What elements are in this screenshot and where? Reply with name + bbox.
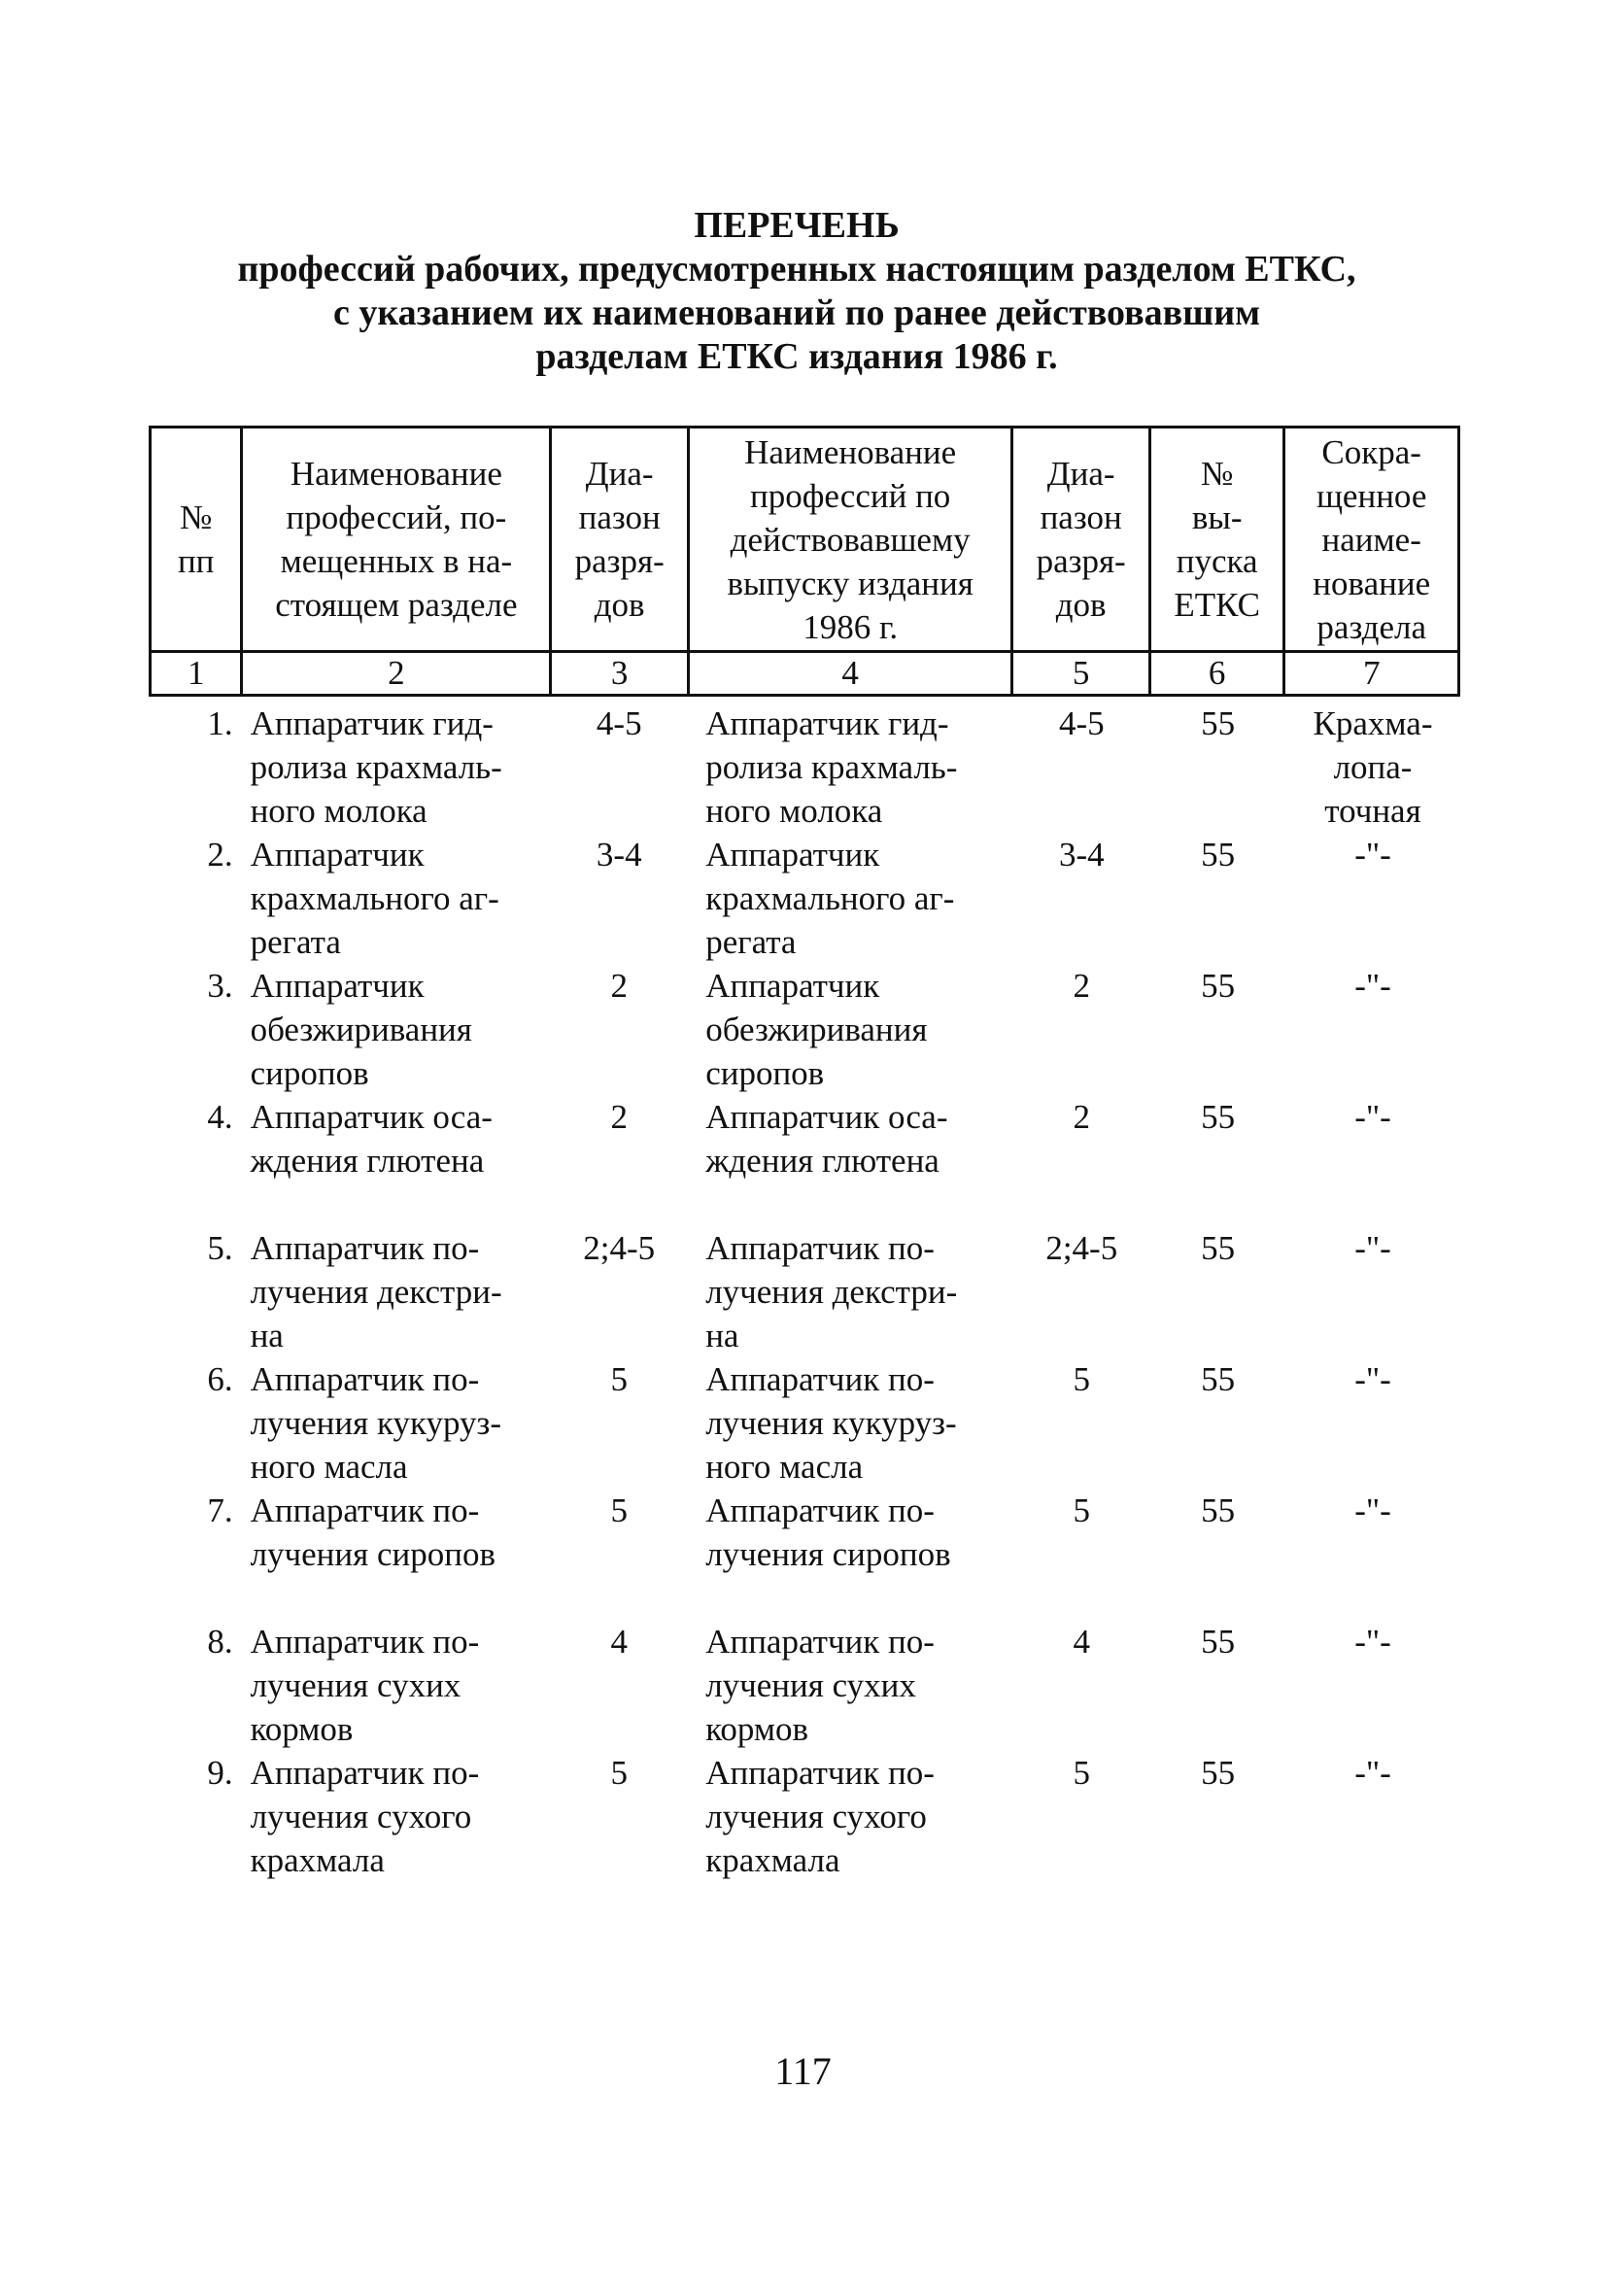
text-line: Аппаратчик оса- [250,1098,493,1136]
title-line-3: с указанием их наименований по ранее действовавшим [333,292,1260,333]
profession-name [241,702,551,833]
header-line: дов [1055,586,1107,624]
row-number: 5. [207,1229,233,1267]
profession-name [241,833,551,964]
header-line: Сокра- [1321,432,1421,471]
header-line: № [1200,455,1234,493]
row-number: 8. [207,1623,233,1661]
text-line: ролиза крахмаль- [250,748,502,786]
column-number: 7 [1284,652,1459,696]
row-number: 1. [207,704,233,742]
header-line: пп [177,542,215,580]
etks-issue-number: 55 [1201,704,1236,742]
header-col-2 [242,428,551,652]
header-line: мещенных в на- [280,542,513,580]
header-line: 1986 г. [803,607,899,646]
section-name: -"- [1354,1623,1391,1661]
text-line: лучения сухого [250,1798,472,1835]
header-line: пуска [1176,542,1258,580]
text-line: кормов [250,1710,354,1748]
document-title [155,204,1438,379]
table-row [149,1095,1460,1182]
old-grade-range: 3-4 [1058,836,1105,874]
old-profession-name [688,1620,1012,1751]
profession-name [241,1095,551,1182]
header-col-3 [551,428,689,652]
text-line: кормов [705,1710,809,1748]
text-line: Крахма- [1313,704,1433,742]
text-line: Аппаратчик по- [250,1360,480,1398]
text-line: Аппаратчик по- [250,1491,480,1529]
profession-name [241,964,551,1095]
table-row [149,1751,1460,1882]
column-number: 3 [551,652,689,696]
etks-issue-number: 55 [1201,836,1236,874]
profession-table [149,702,1460,1882]
text-line: обезжиривания [705,1011,928,1048]
table-row [149,833,1460,964]
title-line-2: профессий рабочих, предусмотренных настоящим разделом ЕТКС, [237,249,1356,290]
text-line: крахмала [250,1841,385,1879]
text-line: Аппаратчик гид- [250,704,494,742]
row-spacer [149,1576,1460,1620]
grade-range: 5 [610,1360,628,1398]
grade-range: 2;4-5 [583,1229,656,1267]
title-line-1: ПЕРЕЧЕНЬ [694,205,900,246]
text-line: ного молока [705,792,883,830]
text-line: лучения сиропов [250,1535,496,1573]
grade-range: 5 [610,1754,628,1792]
profession-name [241,1357,551,1489]
etks-issue-number: 55 [1201,1360,1236,1398]
etks-issue-number: 55 [1201,1098,1236,1136]
row-number: 7. [207,1491,233,1529]
section-name: -"- [1354,1098,1391,1136]
text-line: сиропов [250,1054,369,1092]
old-grade-range: 5 [1073,1360,1091,1398]
text-line: ролиза крахмаль- [705,748,958,786]
text-line: лучения декстри- [705,1273,958,1311]
header-col-7 [1284,428,1459,652]
section-name: -"- [1354,836,1391,874]
header-row [151,428,1459,652]
profession-name [241,1489,551,1576]
section-name: -"- [1354,1229,1391,1267]
old-profession-name [688,1489,1012,1576]
header-line: вы- [1191,498,1243,536]
text-line: Аппаратчик [250,836,425,874]
text-line: Аппаратчик [705,836,880,874]
row-number: 2. [207,836,233,874]
table-header [149,426,1460,697]
header-line: Наименование [744,432,957,471]
grade-range: 4 [610,1623,628,1661]
row-number: 3. [207,967,233,1005]
text-line: сиропов [705,1054,825,1092]
header-line: Наименование [290,455,502,493]
old-profession-name [688,833,1012,964]
header-line: раздела [1316,607,1426,646]
old-profession-name [688,1357,1012,1489]
etks-issue-number: 55 [1201,1754,1236,1792]
text-line: лучения сухих [705,1666,916,1704]
text-line: лучения сиропов [705,1535,951,1573]
old-grade-range: 5 [1073,1754,1091,1792]
table-row [149,1226,1460,1357]
text-line: лучения декстри- [250,1273,502,1311]
section-name: -"- [1354,1491,1391,1529]
header-line: щенное [1316,476,1427,515]
text-line: обезжиривания [250,1011,472,1048]
text-line: ного масла [705,1448,864,1486]
header-line: № [179,498,213,536]
text-line: лучения кукуруз- [705,1404,957,1442]
header-line: пазон [1040,498,1122,536]
header-line: наиме- [1321,520,1421,559]
header-line: выпуску издания [727,564,974,602]
column-number: 4 [688,652,1011,696]
text-line: Аппаратчик по- [705,1229,935,1267]
text-line: лучения сухих [250,1666,461,1704]
column-number: 6 [1149,652,1283,696]
text-line: Аппаратчик [705,967,880,1005]
header-line: Диа- [585,455,654,493]
text-line: Аппаратчик [250,967,425,1005]
profession-name [241,1751,551,1882]
section-name [1285,702,1460,833]
text-line: Аппаратчик по- [705,1623,935,1661]
old-grade-range: 2;4-5 [1045,1229,1118,1267]
page-number: 117 [774,2049,832,2093]
etks-issue-number: 55 [1201,967,1236,1005]
table-row [149,702,1460,833]
column-number-row [151,652,1459,696]
section-name: -"- [1354,967,1391,1005]
old-grade-range: 2 [1073,1098,1091,1136]
grade-range: 3-4 [596,836,642,874]
grade-range: 4-5 [596,704,642,742]
row-number: 4. [207,1098,233,1136]
header-line: разря- [574,542,665,580]
old-profession-name [688,1095,1012,1182]
old-profession-name [688,1751,1012,1882]
header-line: нование [1313,564,1431,602]
old-profession-name [688,964,1012,1095]
header-line: ЕТКС [1174,586,1260,624]
old-grade-range: 4-5 [1058,704,1105,742]
text-line: на [250,1317,284,1354]
etks-issue-number: 55 [1201,1623,1236,1661]
text-line: ного масла [250,1448,408,1486]
text-line: Аппаратчик по- [250,1754,480,1792]
header-line: Диа- [1046,455,1115,493]
text-line: крахмального аг- [250,879,499,917]
header-line: профессий, по- [286,498,507,536]
table-row [149,1620,1460,1751]
text-line: ждения глютена [250,1142,485,1180]
row-number: 6. [207,1360,233,1398]
section-name: -"- [1354,1360,1391,1398]
column-number: 2 [242,652,551,696]
text-line: на [705,1317,739,1354]
grade-range: 5 [610,1491,628,1529]
header-col-5 [1012,428,1150,652]
text-line: Аппаратчик по- [705,1754,935,1792]
header-line: разря- [1036,542,1126,580]
column-number: 5 [1012,652,1150,696]
header-col-6 [1149,428,1283,652]
row-spacer [149,1182,1460,1226]
text-line: лучения кукуруз- [250,1404,502,1442]
profession-name [241,1226,551,1357]
old-grade-range: 2 [1073,967,1091,1005]
text-line: регата [250,923,341,961]
text-line: крахмального аг- [705,879,955,917]
text-line: крахмала [705,1841,840,1879]
text-line: ждения глютена [705,1142,940,1180]
text-line: Аппаратчик по- [705,1491,935,1529]
old-grade-range: 4 [1073,1623,1091,1661]
header-line: действовавшему [730,520,971,559]
text-line: Аппаратчик по- [250,1229,480,1267]
old-grade-range: 5 [1073,1491,1091,1529]
header-line: стоящем разделе [275,586,518,624]
section-name: -"- [1354,1754,1391,1792]
table-row [149,1489,1460,1576]
header-col-1 [151,428,242,652]
etks-issue-number: 55 [1201,1229,1236,1267]
text-line: точная [1324,792,1421,830]
etks-issue-number: 55 [1201,1491,1236,1529]
text-line: лопа- [1333,748,1413,786]
text-line: лучения сухого [705,1798,927,1835]
header-line: пазон [578,498,661,536]
header-line: дов [594,586,645,624]
table-row [149,1357,1460,1489]
old-profession-name [688,1226,1012,1357]
text-line: Аппаратчик по- [250,1623,480,1661]
text-line: регата [705,923,797,961]
text-line: Аппаратчик гид- [705,704,949,742]
grade-range: 2 [610,1098,628,1136]
column-number: 1 [151,652,242,696]
text-line: ного молока [250,792,427,830]
header-col-4 [688,428,1011,652]
row-number: 9. [207,1754,233,1792]
text-line: Аппаратчик оса- [705,1098,948,1136]
text-line: Аппаратчик по- [705,1360,935,1398]
header-line: профессий по [749,476,951,515]
table-row [149,964,1460,1095]
grade-range: 2 [610,967,628,1005]
old-profession-name [688,702,1012,833]
title-line-4: разделам ЕТКС издания 1986 г. [535,336,1058,377]
profession-name [241,1620,551,1751]
